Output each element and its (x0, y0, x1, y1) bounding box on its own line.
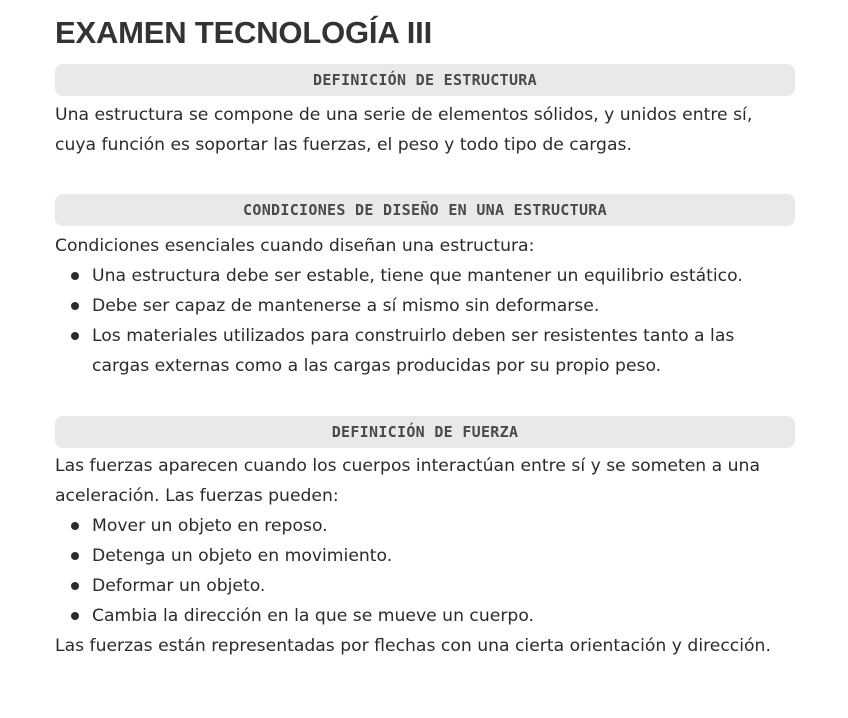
list-item (55, 321, 795, 381)
list-item (55, 291, 795, 321)
condiciones-list (55, 261, 795, 381)
list-item-text: Detenga un objeto en movimiento. (92, 546, 393, 566)
list-item-text: Debe ser capaz de mantenerse a sí mismo sin deformarse. (92, 296, 600, 316)
section-intro-estructura: Una estructura se compone de una serie de elementos sólidos, y unidos entre sí, cuya función es soportar las fuerzas, el peso y todo tipo de cargas. (55, 105, 753, 155)
section-header-estructura: DEFINICIÓN DE ESTRUCTURA (55, 64, 795, 96)
list-item (55, 541, 795, 571)
list-item-text: Una estructura debe ser estable, tiene que mantener un equilibrio estático. (92, 266, 743, 286)
section-header-fuerza: DEFINICIÓN DE FUERZA (55, 416, 795, 448)
list-item-text: Cambia la dirección en la que se mueve un cuerpo. (92, 606, 534, 626)
section-intro-condiciones: Condiciones esenciales cuando diseñan una estructura: (55, 236, 535, 256)
fuerza-list (55, 511, 795, 631)
list-item (55, 601, 795, 631)
list-item-text: Los materiales utilizados para construirlo deben ser resistentes tanto a las cargas externas como a las cargas producidas por su propio peso. (92, 326, 735, 376)
list-item (55, 571, 795, 601)
section-header-condiciones: CONDICIONES DE DISEÑO EN UNA ESTRUCTURA (55, 194, 795, 226)
list-item-text: Mover un objeto en reposo. (92, 516, 328, 536)
list-item-text: Deformar un objeto. (92, 576, 266, 596)
bullet-icon (71, 582, 79, 590)
list-item (55, 511, 795, 541)
section-intro-fuerza: Las fuerzas aparecen cuando los cuerpos interactúan entre sí y se someten a una aceleración. Las fuerzas pueden: (55, 456, 760, 506)
list-item (55, 261, 795, 291)
bullet-icon (71, 612, 79, 620)
bullet-icon (71, 272, 79, 280)
document-page (55, 0, 795, 661)
bullet-icon (71, 522, 79, 530)
bullet-icon (71, 302, 79, 310)
bullet-icon (71, 332, 79, 340)
section-outro-fuerza: Las fuerzas están representadas por flechas con una cierta orientación y dirección. (55, 636, 771, 656)
bullet-icon (71, 552, 79, 560)
document-title: EXAMEN TECNOLOGÍA III (55, 15, 433, 50)
